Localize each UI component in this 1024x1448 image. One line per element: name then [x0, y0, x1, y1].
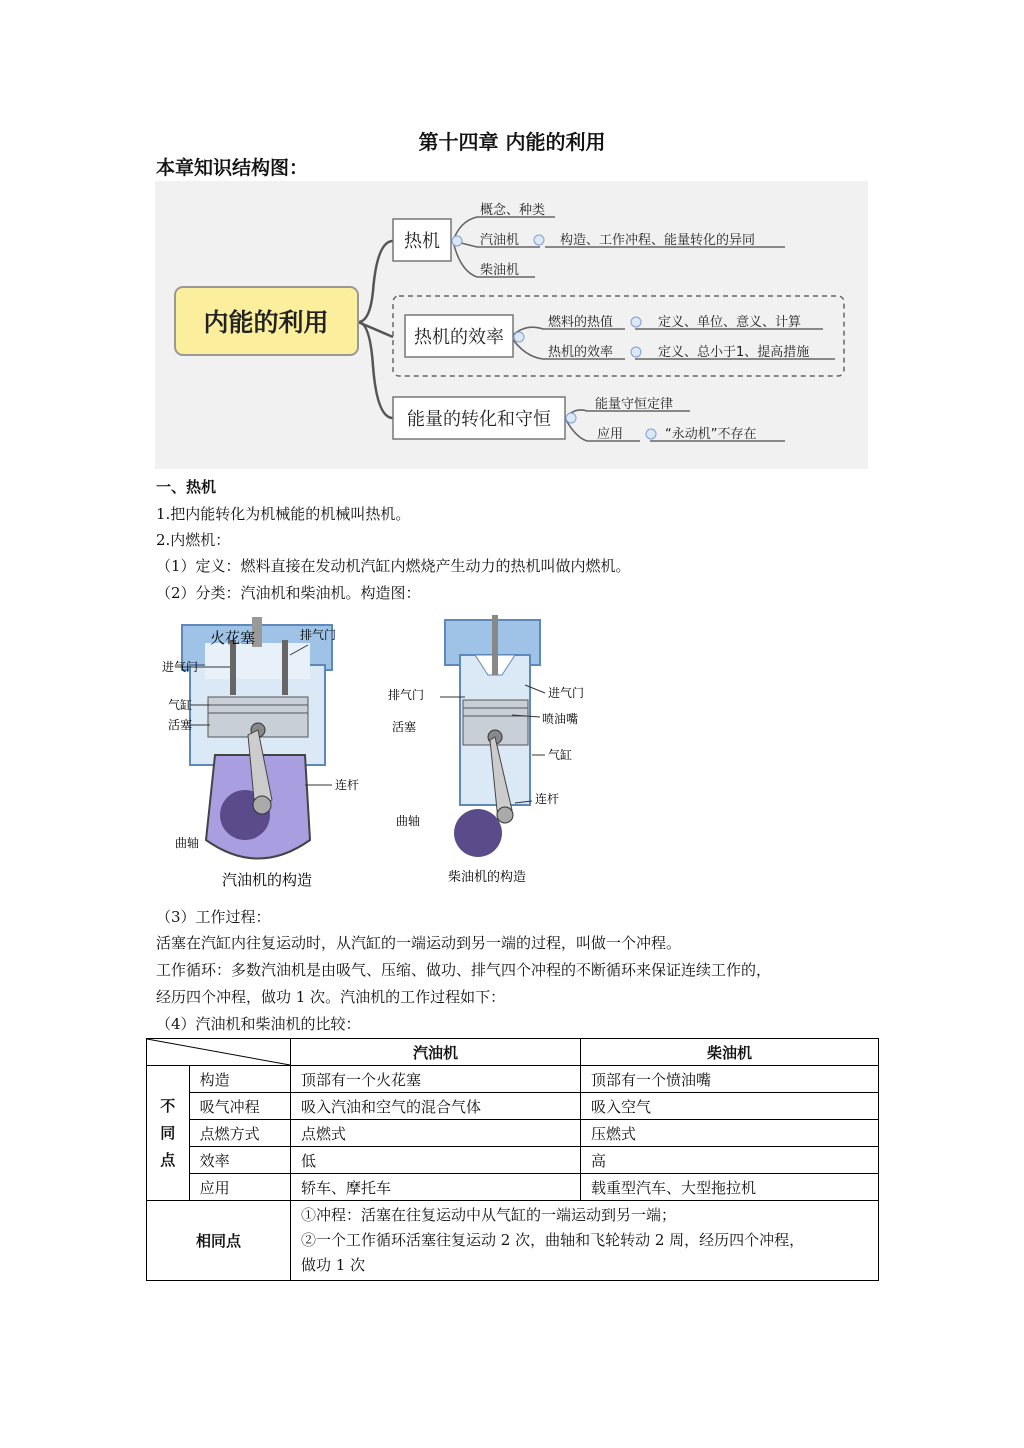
label-spark-plug: 火花塞 [210, 629, 256, 647]
label-injector: 喷油嘴 [542, 712, 579, 726]
table-row [147, 1066, 879, 1093]
label-cylinder: 气缸 [168, 698, 193, 712]
engine-figure [160, 615, 600, 900]
header-diagonal-cell [147, 1039, 291, 1066]
header-diesel: 柴油机 [581, 1039, 879, 1066]
paragraph: （3）工作过程： [156, 908, 271, 926]
mindmap-node-efficiency-detail: 定义、总小于1、提高措施 [658, 345, 810, 360]
header-gasoline: 汽油机 [291, 1039, 581, 1066]
label-piston: 活塞 [392, 720, 417, 734]
same-content [291, 1201, 879, 1281]
mindmap-node-concept: 概念、种类 [480, 203, 546, 218]
same-line: ②一个工作循环活塞往复运动 2 次，曲轴和飞轮转动 2 周，经历四个冲程， [301, 1231, 805, 1249]
label-connecting-rod: 连杆 [535, 792, 560, 806]
mindmap-node-application-detail: “永动机”不存在 [665, 427, 757, 442]
mindmap-diagram [155, 181, 868, 469]
label-piston: 活塞 [168, 718, 193, 732]
page-title: 第十四章 内能的利用 [418, 130, 606, 154]
table-row [147, 1174, 879, 1201]
label-crankshaft: 曲轴 [175, 836, 200, 850]
caption-diesel: 柴油机的构造 [448, 870, 527, 885]
row-gasoline: 顶部有一个火花塞 [291, 1066, 581, 1093]
table-row-same [147, 1201, 879, 1281]
row-gasoline: 轿车、摩托车 [291, 1174, 581, 1201]
label-intake-valve: 进气门 [162, 660, 199, 674]
table-row [147, 1093, 879, 1120]
diff-label: 不 同 点 [147, 1066, 190, 1201]
mindmap-root: 内能的利用 [203, 308, 329, 337]
row-item: 应用 [189, 1174, 290, 1201]
paragraph: 活塞在汽缸内往复运动时，从汽缸的一端运动到另一端的过程，叫做一个冲程。 [156, 934, 682, 952]
mindmap-node-gasoline-detail: 构造、工作冲程、能量转化的异同 [560, 233, 756, 248]
mindmap-node-heat-value: 燃料的热值 [548, 315, 614, 330]
row-gasoline: 吸入汽油和空气的混合气体 [291, 1093, 581, 1120]
paragraph: 经历四个冲程，做功 1 次。汽油机的工作过程如下： [156, 988, 506, 1006]
row-item: 构造 [189, 1066, 290, 1093]
diesel-engine-diagram [440, 615, 545, 857]
row-diesel: 吸入空气 [581, 1093, 879, 1120]
label-exhaust-valve: 排气门 [388, 688, 425, 702]
row-item: 点燃方式 [189, 1120, 290, 1147]
label-cylinder: 气缸 [548, 748, 573, 762]
mindmap-node-diesel: 柴油机 [480, 263, 520, 278]
row-item: 吸气冲程 [189, 1093, 290, 1120]
label-connecting-rod: 连杆 [335, 778, 360, 792]
table-row [147, 1120, 879, 1147]
same-line: ①冲程：活塞在往复运动中从气缸的一端运动到另一端； [301, 1206, 677, 1224]
row-gasoline: 低 [291, 1147, 581, 1174]
mindmap-node-heat-value-detail: 定义、单位、意义、计算 [658, 315, 802, 330]
row-gasoline: 点燃式 [291, 1120, 581, 1147]
mindmap-branch-heat-engine: 热机 [404, 231, 440, 252]
table-header-row [147, 1039, 879, 1066]
caption-gasoline: 汽油机的构造 [222, 871, 313, 889]
paragraph: （1）定义：燃料直接在发动机汽缸内燃烧产生动力的热机叫做内燃机。 [156, 557, 631, 575]
paragraph: 1.把内能转化为机械能的机械叫热机。 [156, 505, 411, 523]
mindmap-node-conservation: 能量守恒定律 [595, 397, 674, 412]
table-row [147, 1147, 879, 1174]
section-subtitle: 本章知识结构图： [156, 157, 309, 179]
knowledge-mindmap [155, 181, 868, 469]
paragraph: 工作循环：多数汽油机是由吸气、压缩、做功、排气四个冲程的不断循环来保证连续工作的， [156, 961, 772, 979]
row-diesel: 顶部有一个愤油嘴 [581, 1066, 879, 1093]
mindmap-node-application: 应用 [597, 427, 624, 442]
mindmap-node-efficiency: 热机的效率 [548, 345, 614, 360]
paragraph: （2）分类：汽油机和柴油机。构造图： [156, 584, 421, 602]
label-exhaust-valve: 排气门 [300, 628, 337, 642]
row-diesel: 载重型汽车、大型拖拉机 [581, 1174, 879, 1201]
gasoline-engine-diagram [175, 617, 332, 859]
mindmap-branch-energy: 能量的转化和守恒 [407, 409, 551, 430]
mindmap-node-gasoline: 汽油机 [480, 233, 520, 248]
paragraph: （4）汽油机和柴油机的比较： [156, 1015, 361, 1033]
same-label: 相同点 [147, 1201, 291, 1281]
engine-diagrams [160, 615, 600, 900]
label-intake-valve: 进气门 [548, 686, 585, 700]
row-item: 效率 [189, 1147, 290, 1174]
same-line: 做功 1 次 [301, 1256, 366, 1274]
comparison-table [146, 1038, 879, 1281]
row-diesel: 压燃式 [581, 1120, 879, 1147]
paragraph: 2.内燃机： [156, 531, 231, 549]
section-heading: 一、热机 [156, 478, 217, 496]
label-crankshaft: 曲轴 [396, 814, 421, 828]
mindmap-branch-efficiency: 热机的效率 [414, 327, 504, 348]
row-diesel: 高 [581, 1147, 879, 1174]
